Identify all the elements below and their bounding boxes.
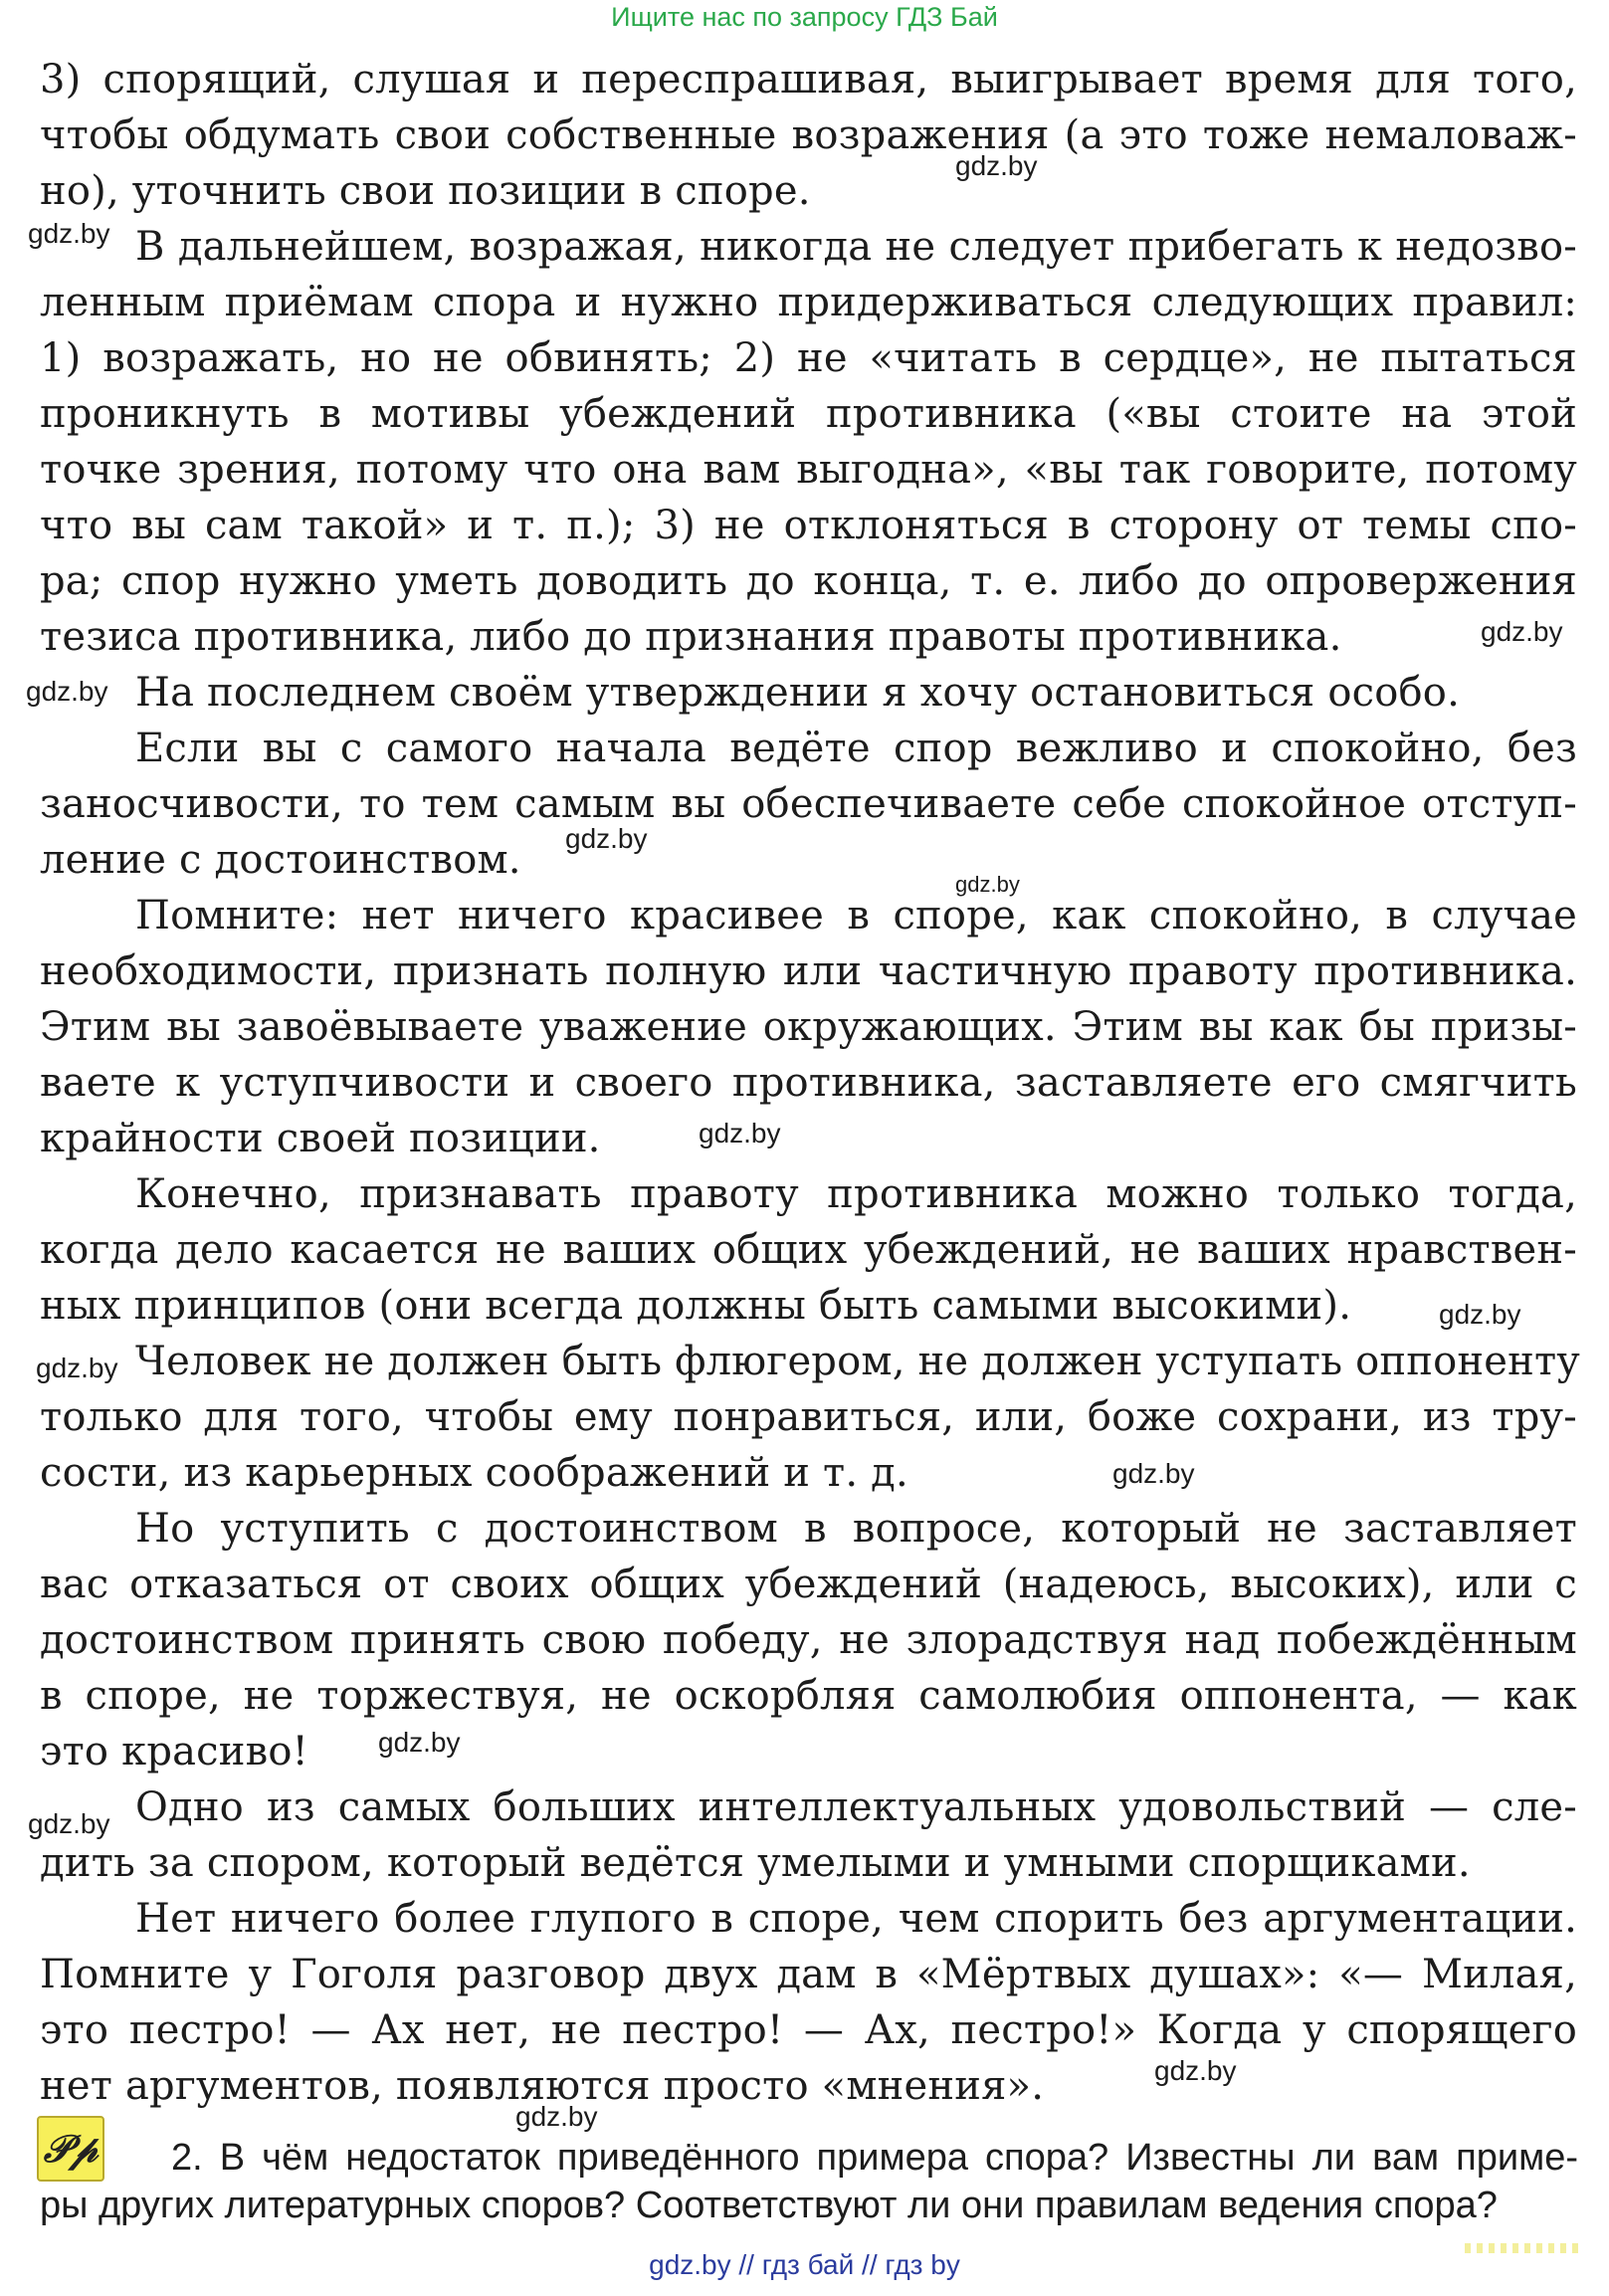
footer-links: gdz.by // гдз бай // гдз by xyxy=(649,2249,960,2280)
text-line: это красиво! xyxy=(40,1729,308,1774)
watermark: gdz.by xyxy=(699,1118,781,1148)
text-line: нет аргументов, появляются просто «мнения». xyxy=(40,2063,1045,2109)
watermark: gdz.by xyxy=(1481,616,1563,647)
text-line: необходимости, признать полную или частичную правоту противника. xyxy=(40,948,1577,994)
question-line: 2. В чём недостаток приведённого примера спора? Известны ли вам приме- xyxy=(171,2137,1578,2179)
text-line: чтобы обдумать свои собственные возражения (а это тоже немаловаж- xyxy=(40,112,1577,158)
watermark: gdz.by xyxy=(28,1808,110,1839)
text-line: ленным приёмам спора и нужно придерживаться следующих правил: xyxy=(40,280,1577,325)
text-line: 1) возражать, но не обвинять; 2) не «читать в сердце», не пытаться xyxy=(40,335,1577,381)
watermark: gdz.by xyxy=(1154,2055,1237,2086)
text-line: точке зрения, потому что она вам выгодна», «вы так говорите, потому xyxy=(40,447,1577,493)
text-line: На последнем своём утверждении я хочу остановиться особо. xyxy=(135,670,1460,716)
text-line: 3) спорящий, слушая и переспрашивая, выигрывает время для того, xyxy=(40,57,1577,103)
watermark: gdz.by xyxy=(515,2101,598,2132)
text-line: Человек не должен быть флюгером, не должен уступать оппоненту xyxy=(135,1339,1581,1384)
text-line: тезиса противника, либо до признания правоты противника. xyxy=(40,614,1342,660)
text-line: ных принципов (они всегда должны быть самыми высокими). xyxy=(40,1283,1352,1329)
text-line: только для того, чтобы ему понравиться, или, боже сохрани, из тру- xyxy=(40,1394,1577,1440)
question-line: ры других литературных споров? Соответствуют ли они правилам ведения спора? xyxy=(40,2185,1498,2226)
watermark: gdz.by xyxy=(378,1727,461,1758)
text-line: Но уступить с достоинством в вопросе, который не заставляет xyxy=(135,1506,1577,1552)
text-line: Помните: нет ничего красивее в споре, как спокойно, в случае xyxy=(135,893,1577,939)
text-line: заносчивости, то тем самым вы обеспечиваете себе спокойное отступ- xyxy=(40,781,1577,827)
watermark: gdz.by xyxy=(26,676,108,707)
text-line: сости, из карьерных соображений и т. д. xyxy=(40,1450,908,1496)
watermark: gdz.by xyxy=(1439,1299,1521,1330)
text-line: вас отказаться от своих общих убеждений (надеюсь, высоких), или с xyxy=(40,1562,1577,1607)
text-line: Помните у Гоголя разговор двух дам в «Мёртвых душах»: «— Милая, xyxy=(40,1952,1577,1997)
text-line: дить за спором, который ведётся умелыми и умными спорщиками. xyxy=(40,1840,1471,1886)
text-line: ление с достоинством. xyxy=(40,837,521,883)
text-line: проникнуть в мотивы убеждений противника («вы стоите на этой xyxy=(40,391,1577,437)
text-line: ра; спор нужно уметь доводить до конца, т. е. либо до опровержения xyxy=(40,558,1577,604)
text-line: В дальнейшем, возражая, никогда не следует прибегать к недозво- xyxy=(135,224,1577,270)
text-line: но), уточнить свои позиции в споре. xyxy=(40,168,811,214)
watermark: gdz.by xyxy=(1112,1458,1195,1489)
text-line: Нет ничего более глупого в споре, чем спорить без аргументации. xyxy=(135,1896,1577,1942)
text-line: Если вы с самого начала ведёте спор вежливо и спокойно, без xyxy=(135,726,1577,771)
watermark: gdz.by xyxy=(565,823,648,854)
text-line: Конечно, признавать правоту противника можно только тогда, xyxy=(135,1171,1577,1217)
text-line: ваете к уступчивости и своего противника, заставляете его смягчить xyxy=(40,1060,1577,1106)
search-hint-header: Ищите нас по запросу ГДЗ Бай xyxy=(611,2,998,32)
text-line: Одно из самых больших интеллектуальных удовольствий — сле- xyxy=(135,1784,1577,1830)
text-line: достоинством принять свою победу, не злорадствуя над побеждённым xyxy=(40,1617,1577,1663)
text-line: в споре, не торжествуя, не оскорбляя самолюбия оппонента, — как xyxy=(40,1673,1577,1719)
text-line: Этим вы завоёвываете уважение окружающих. Этим вы как бы призы- xyxy=(40,1004,1577,1050)
text-line: крайности своей позиции. xyxy=(40,1116,601,1161)
text-line: это пестро! — Ах нет, не пестро! — Ах, пестро!» Когда у спорящего xyxy=(40,2007,1577,2053)
watermark: gdz.by xyxy=(28,218,110,249)
watermark: gdz.by xyxy=(955,872,1020,897)
watermark: gdz.by xyxy=(955,150,1038,181)
text-line: что вы сам такой» и т. п.); 3) не отклоняться в сторону от темы спо- xyxy=(40,503,1577,548)
practice-icon: 𝒫𝓅 xyxy=(37,2116,104,2182)
text-line: когда дело касается не ваших общих убеждений, не ваших нравствен- xyxy=(40,1227,1577,1273)
watermark: gdz.by xyxy=(36,1353,118,1383)
